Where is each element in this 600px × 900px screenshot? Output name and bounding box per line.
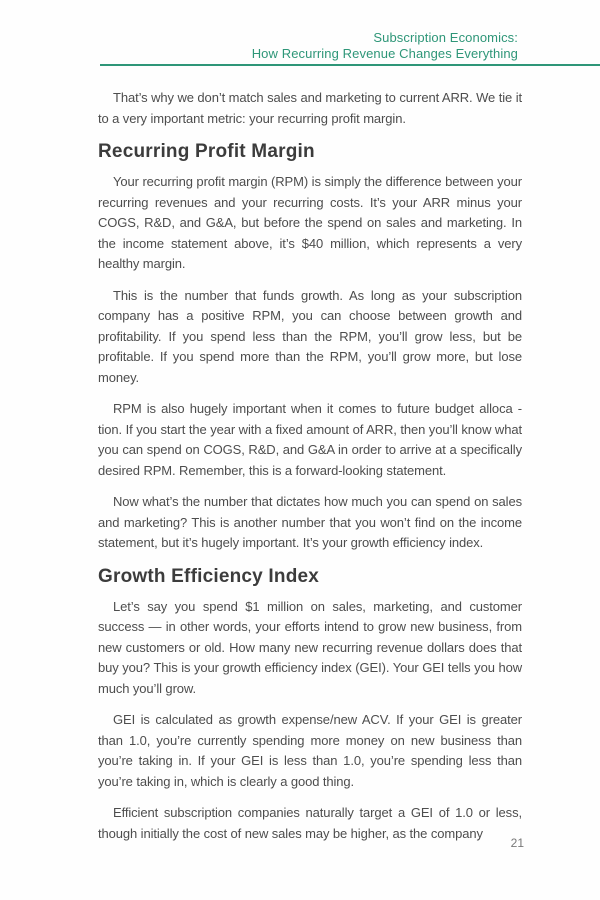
page-number: 21 xyxy=(510,836,524,850)
section-heading-recurring-profit-margin: Recurring Profit Margin xyxy=(98,141,315,162)
page-body xyxy=(98,88,522,855)
paragraph-intro: That’s why we don’t match sales and marketing to current ARR. We tie it to a very important metric: your recurring profit margin. xyxy=(98,90,522,126)
paragraph-gei-example: Let’s say you spend $1 million on sales, marketing, and customer success — in other words, your efforts intend to grow new business, from new customers or old. How many new recurring revenue dollars does that buy you? This is your growth efficiency index (GEI). Your GEI tells you how much you’ll grow. xyxy=(98,598,522,696)
paragraph-gei-calculation: GEI is calculated as growth expense/new ACV. If your GEI is greater than 1.0, you’re currently spending more money on new business than you’re taking in. If your GEI is less than 1.0, you’re spending less than you’re taking in, which is clearly a good thing. xyxy=(98,712,522,789)
running-header-line1: Subscription Economics: xyxy=(373,30,518,45)
running-header xyxy=(252,30,518,61)
header-rule-divider xyxy=(100,64,600,66)
paragraph-rpm-definition: Your recurring profit margin (RPM) is simply the difference between your recurring revenues and your recurring costs. It’s your ARR minus your COGS, R&D, and G&A, but before the spend on sales and marketing. In the income statement above, it’s $40 million, which represents a very healthy margin. xyxy=(98,174,522,271)
paragraph-rpm-budget-allocation: RPM is also hugely important when it comes to future budget alloca - tion. If you start the year with a fixed amount of ARR, then you’ll know what you can spend on COGS, R&D, and G&A in order to arrive at a specifically desired RPM. Remember, this is a forward-looking statement. xyxy=(98,401,522,478)
paragraph-rpm-funds-growth: This is the number that funds growth. As long as your subscription company has a positive RPM, you can choose between growth and profitability. If you spend less than the RPM, you’ll grow less, but be profitable. If you spend more than the RPM, you’ll grow more, but lose money. xyxy=(98,287,522,385)
section-heading-growth-efficiency-index: Growth Efficiency Index xyxy=(98,565,320,587)
paragraph-gei-target: Efficient subscription companies naturally target a GEI of 1.0 or less, though initially the cost of new sales may be higher, as the company xyxy=(98,805,522,841)
running-header-line2: How Recurring Revenue Changes Everything xyxy=(251,45,518,61)
paragraph-gei-lead-in: Now what’s the number that dictates how much you can spend on sales and marketing? This is another number that you won’t find on the income statement, but it’s hugely important. It’s your growth efficiency index. xyxy=(98,494,522,550)
